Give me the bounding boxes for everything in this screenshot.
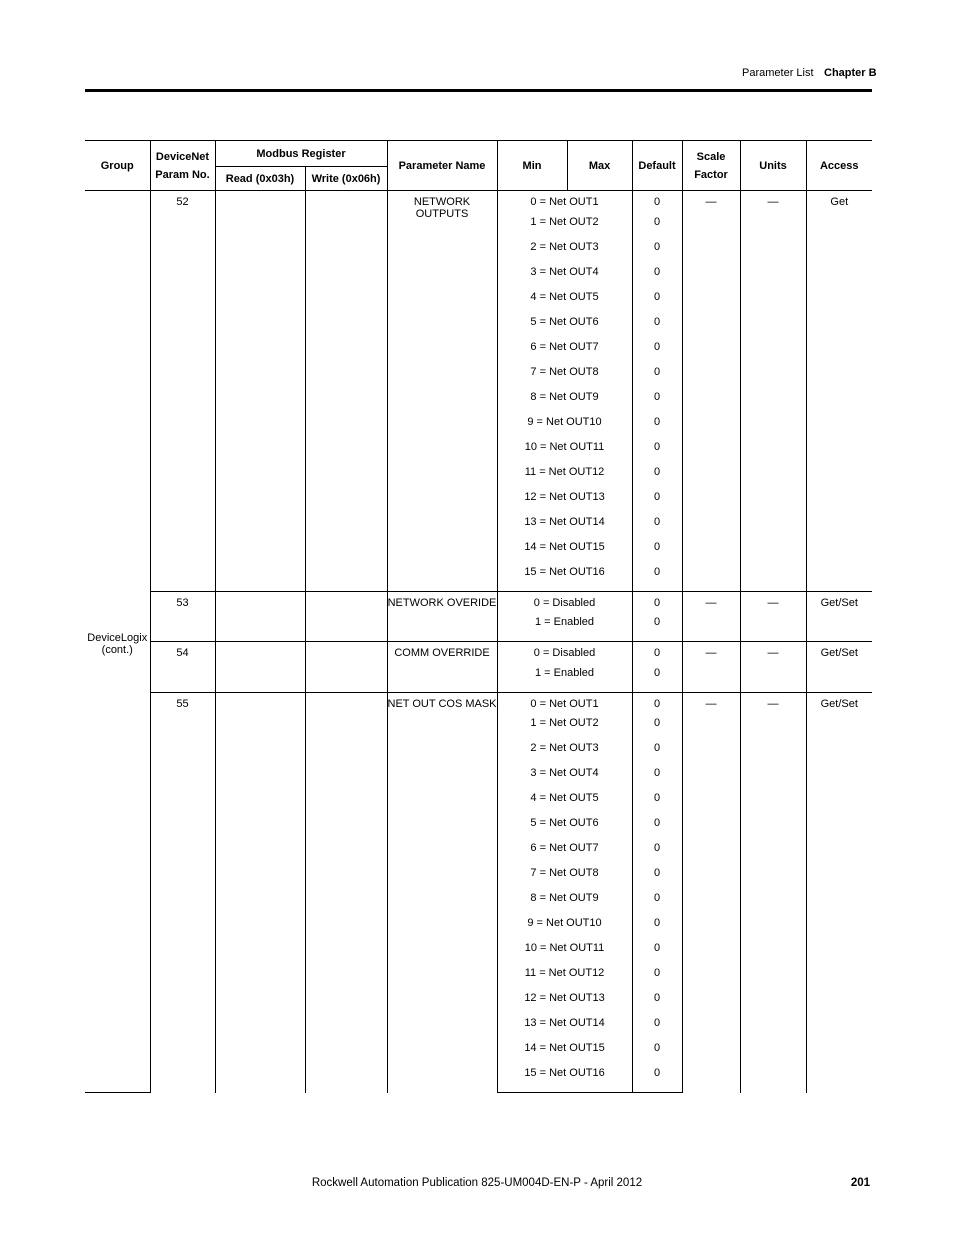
table-row: [85, 642, 872, 667]
min-value: 4 = Net OUT5: [497, 792, 632, 817]
table-row: [85, 191, 872, 216]
default-value: 0: [632, 642, 682, 667]
units: —: [740, 692, 806, 1093]
units: —: [740, 191, 806, 592]
col-header-read: Read (0x03h): [215, 167, 305, 191]
default-value: 0: [632, 867, 682, 892]
modbus-read: [215, 642, 305, 693]
running-header-section: Parameter List: [742, 67, 814, 79]
default-value: 0: [632, 917, 682, 942]
col-header-access: Access: [806, 141, 872, 191]
parameter-name: COMM OVERRIDE: [387, 642, 497, 693]
param-number: 55: [150, 692, 215, 1093]
min-value: 15 = Net OUT16: [497, 1067, 632, 1093]
footer-publication: Rockwell Automation Publication 825-UM004D-EN-P - April 2012: [311, 1177, 643, 1189]
table-body: [85, 191, 872, 1093]
min-value: 13 = Net OUT14: [497, 516, 632, 541]
default-value: 0: [632, 942, 682, 967]
min-value: 6 = Net OUT7: [497, 842, 632, 867]
min-value: 1 = Enabled: [497, 616, 632, 642]
param-number: 52: [150, 191, 215, 592]
default-value: 0: [632, 692, 682, 717]
default-value: 0: [632, 391, 682, 416]
col-header-units: Units: [740, 141, 806, 191]
default-value: 0: [632, 566, 682, 592]
modbus-read: [215, 191, 305, 592]
col-header-default: Default: [632, 141, 682, 191]
min-value: 7 = Net OUT8: [497, 867, 632, 892]
default-value: 0: [632, 1067, 682, 1093]
default-value: 0: [632, 516, 682, 541]
access: Get/Set: [806, 642, 872, 693]
default-value: 0: [632, 817, 682, 842]
min-value: 10 = Net OUT11: [497, 942, 632, 967]
default-value: 0: [632, 792, 682, 817]
default-value: 0: [632, 742, 682, 767]
modbus-write: [305, 692, 387, 1093]
min-value: 0 = Net OUT1: [497, 692, 632, 717]
default-value: 0: [632, 341, 682, 366]
header-rule: [85, 89, 872, 92]
default-value: 0: [632, 667, 682, 693]
default-value: 0: [632, 241, 682, 266]
min-value: 0 = Net OUT1: [497, 191, 632, 216]
access: Get/Set: [806, 591, 872, 642]
group-cell: DeviceLogix (cont.): [85, 191, 150, 1093]
min-value: 1 = Net OUT2: [497, 717, 632, 742]
min-value: 15 = Net OUT16: [497, 566, 632, 592]
access: Get/Set: [806, 692, 872, 1093]
col-header-modbus-register: Modbus Register: [215, 141, 387, 167]
modbus-read: [215, 591, 305, 642]
default-value: 0: [632, 967, 682, 992]
min-value: 5 = Net OUT6: [497, 817, 632, 842]
default-value: 0: [632, 266, 682, 291]
min-value: 13 = Net OUT14: [497, 1017, 632, 1042]
parameter-name: NETWORK OUTPUTS: [387, 191, 497, 592]
default-value: 0: [632, 416, 682, 441]
default-value: 0: [632, 1042, 682, 1067]
default-value: 0: [632, 541, 682, 566]
min-value: 9 = Net OUT10: [497, 416, 632, 441]
col-header-param-no: DeviceNet Param No.: [150, 141, 215, 191]
min-value: 8 = Net OUT9: [497, 391, 632, 416]
units: —: [740, 642, 806, 693]
modbus-write: [305, 191, 387, 592]
min-value: 12 = Net OUT13: [497, 992, 632, 1017]
col-header-scale-factor: Scale Factor: [682, 141, 740, 191]
access: Get: [806, 191, 872, 592]
units: —: [740, 591, 806, 642]
modbus-write: [305, 591, 387, 642]
modbus-write: [305, 642, 387, 693]
parameter-table: [85, 140, 872, 1093]
table-row: [85, 591, 872, 616]
default-value: 0: [632, 767, 682, 792]
min-value: 4 = Net OUT5: [497, 291, 632, 316]
min-value: 12 = Net OUT13: [497, 491, 632, 516]
min-value: 6 = Net OUT7: [497, 341, 632, 366]
default-value: 0: [632, 316, 682, 341]
min-value: 1 = Net OUT2: [497, 216, 632, 241]
min-value: 11 = Net OUT12: [497, 967, 632, 992]
default-value: 0: [632, 441, 682, 466]
default-value: 0: [632, 717, 682, 742]
min-value: 10 = Net OUT11: [497, 441, 632, 466]
default-value: 0: [632, 466, 682, 491]
min-value: 14 = Net OUT15: [497, 541, 632, 566]
min-value: 9 = Net OUT10: [497, 917, 632, 942]
min-value: 1 = Enabled: [497, 667, 632, 693]
param-number: 54: [150, 642, 215, 693]
default-value: 0: [632, 366, 682, 391]
min-value: 2 = Net OUT3: [497, 742, 632, 767]
page-number: 201: [850, 1177, 870, 1189]
min-value: 11 = Net OUT12: [497, 466, 632, 491]
min-value: 3 = Net OUT4: [497, 266, 632, 291]
min-value: 3 = Net OUT4: [497, 767, 632, 792]
param-number: 53: [150, 591, 215, 642]
col-header-group: Group: [85, 141, 150, 191]
parameter-name: NETWORK OVERIDE: [387, 591, 497, 642]
table-row: [85, 692, 872, 717]
default-value: 0: [632, 1017, 682, 1042]
modbus-read: [215, 692, 305, 1093]
min-value: 7 = Net OUT8: [497, 366, 632, 391]
default-value: 0: [632, 191, 682, 216]
min-value: 14 = Net OUT15: [497, 1042, 632, 1067]
parameter-name: NET OUT COS MASK: [387, 692, 497, 1093]
min-value: 8 = Net OUT9: [497, 892, 632, 917]
table-header: [85, 141, 872, 191]
default-value: 0: [632, 892, 682, 917]
min-value: 0 = Disabled: [497, 642, 632, 667]
scale-factor: —: [682, 191, 740, 592]
col-header-max: Max: [567, 141, 632, 191]
default-value: 0: [632, 491, 682, 516]
running-header-chapter: Chapter B: [824, 67, 877, 79]
col-header-write: Write (0x06h): [305, 167, 387, 191]
scale-factor: —: [682, 642, 740, 693]
col-header-parameter-name: Parameter Name: [387, 141, 497, 191]
scale-factor: —: [682, 692, 740, 1093]
default-value: 0: [632, 616, 682, 642]
col-header-min: Min: [497, 141, 567, 191]
scale-factor: —: [682, 591, 740, 642]
default-value: 0: [632, 216, 682, 241]
min-value: 0 = Disabled: [497, 591, 632, 616]
min-value: 2 = Net OUT3: [497, 241, 632, 266]
default-value: 0: [632, 291, 682, 316]
min-value: 5 = Net OUT6: [497, 316, 632, 341]
default-value: 0: [632, 842, 682, 867]
default-value: 0: [632, 591, 682, 616]
default-value: 0: [632, 992, 682, 1017]
